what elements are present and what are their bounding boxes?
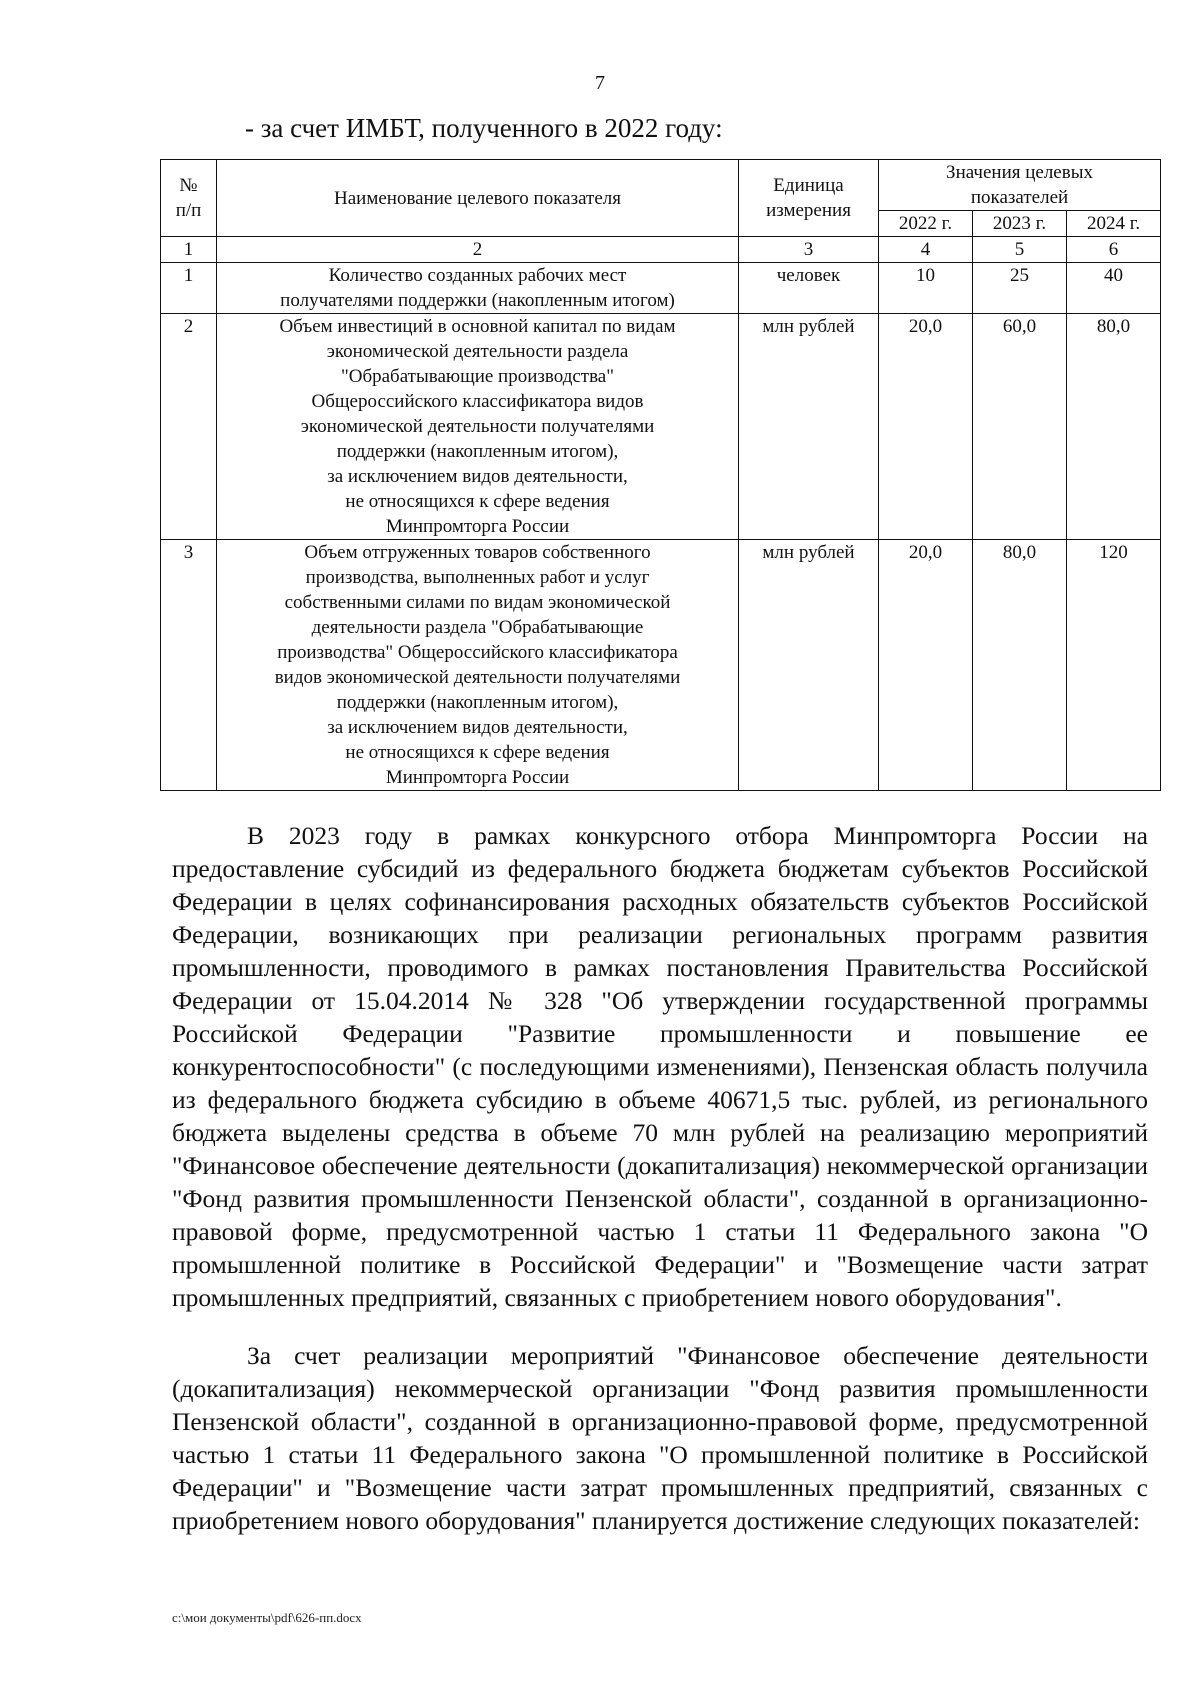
row-value-2024: 40 <box>1067 263 1161 314</box>
row-value-2022: 20,0 <box>879 540 973 791</box>
table-header-row <box>161 160 1161 211</box>
column-numbers-row <box>161 237 1161 263</box>
column-number: 5 <box>973 237 1067 263</box>
header-year-2023: 2023 г. <box>973 211 1067 237</box>
row-value-2022: 20,0 <box>879 314 973 540</box>
header-year-2022: 2022 г. <box>879 211 973 237</box>
header-year-2024: 2024 г. <box>1067 211 1161 237</box>
row-unit: млн рублей <box>739 314 879 540</box>
row-indicator-name: Объем отгруженных товаров собственного производства, выполненных работ и услуг собственными силами по видам экономической деятельности раздела "Обрабатывающие производства" Общероссийского классификатора видов экономической деятельности получателями поддержки (накопленным итогом), за исключением видов деятельности, не относящихся к сфере ведения Минпромторга России <box>217 540 739 791</box>
row-unit: человек <box>739 263 879 314</box>
column-number: 4 <box>879 237 973 263</box>
row-value-2024: 80,0 <box>1067 314 1161 540</box>
row-indicator-name: Количество созданных рабочих мест получателями поддержки (накопленным итогом) <box>217 263 739 314</box>
header-unit: Единица измерения <box>739 160 879 237</box>
row-num: 1 <box>161 263 217 314</box>
header-values-group: Значения целевых показателей <box>879 160 1161 211</box>
row-unit: млн рублей <box>739 540 879 791</box>
footer-file-path: c:\мои документы\pdf\626-пп.docx <box>172 1610 362 1625</box>
row-value-2023: 80,0 <box>973 540 1067 791</box>
header-num: № п/п <box>161 160 217 237</box>
row-num: 2 <box>161 314 217 540</box>
table-row <box>161 314 1161 540</box>
body-paragraph: За счет реализации мероприятий "Финансовое обеспечение деятельности (докапитализация) некоммерческой организации "Фонд развития промышленности Пензенской области", созданной в организационно-правовой форме, предусмотренной частью 1 статьи 11 Федерального закона "О промышленной политике в Российской Федерации" и "Возмещение части затрат промышленных предприятий, связанных с приобретением нового оборудования" планируется достижение следующих показателей: <box>172 1341 1148 1535</box>
table-intro-line: - за счет ИМБТ, полученного в 2022 году: <box>245 113 723 143</box>
table-row <box>161 263 1161 314</box>
row-value-2024: 120 <box>1067 540 1161 791</box>
row-num: 3 <box>161 540 217 791</box>
column-number: 1 <box>161 237 217 263</box>
row-indicator-name: Объем инвестиций в основной капитал по видам экономической деятельности раздела "Обрабатывающие производства" Общероссийского классификатора видов экономической деятельности получателями поддержки (накопленным итогом), за исключением видов деятельности, не относящихся к сфере ведения Минпромторга России <box>217 314 739 540</box>
row-value-2023: 25 <box>973 263 1067 314</box>
column-number: 3 <box>739 237 879 263</box>
row-value-2023: 60,0 <box>973 314 1067 540</box>
table-row <box>161 540 1161 791</box>
target-indicators-table <box>160 159 1161 791</box>
body-paragraph: В 2023 году в рамках конкурсного отбора Минпромторга России на предоставление субсидий из федерального бюджета бюджетам субъектов Российской Федерации в целях софинансирования расходных обязательств субъектов Российской Федерации, возникающих при реализации региональных программ развития промышленности, проводимого в рамках постановления Правительства Российской Федерации от 15.04.2014 № 328 "Об утверждении государственной программы Российской Федерации "Развитие промышленности и повышение ее конкурентоспособности" (с последующими изменениями), Пензенская область получила из федерального бюджета субсидию в объеме 40671,5 тыс. рублей, из регионального бюджета выделены средства в объеме 70 млн рублей на реализацию мероприятий "Финансовое обеспечение деятельности (докапитализация) некоммерческой организации "Фонд развития промышленности Пензенской области", созданной в организационно-правовой форме, предусмотренной частью 1 статьи 11 Федерального закона "О промышленной политике в Российской Федерации" и "Возмещение части затрат промышленных предприятий, связанных с приобретением нового оборудования". <box>172 821 1148 1312</box>
column-number: 6 <box>1067 237 1161 263</box>
column-number: 2 <box>217 237 739 263</box>
header-name: Наименование целевого показателя <box>217 160 739 237</box>
row-value-2022: 10 <box>879 263 973 314</box>
page-number: 7 <box>595 72 605 94</box>
